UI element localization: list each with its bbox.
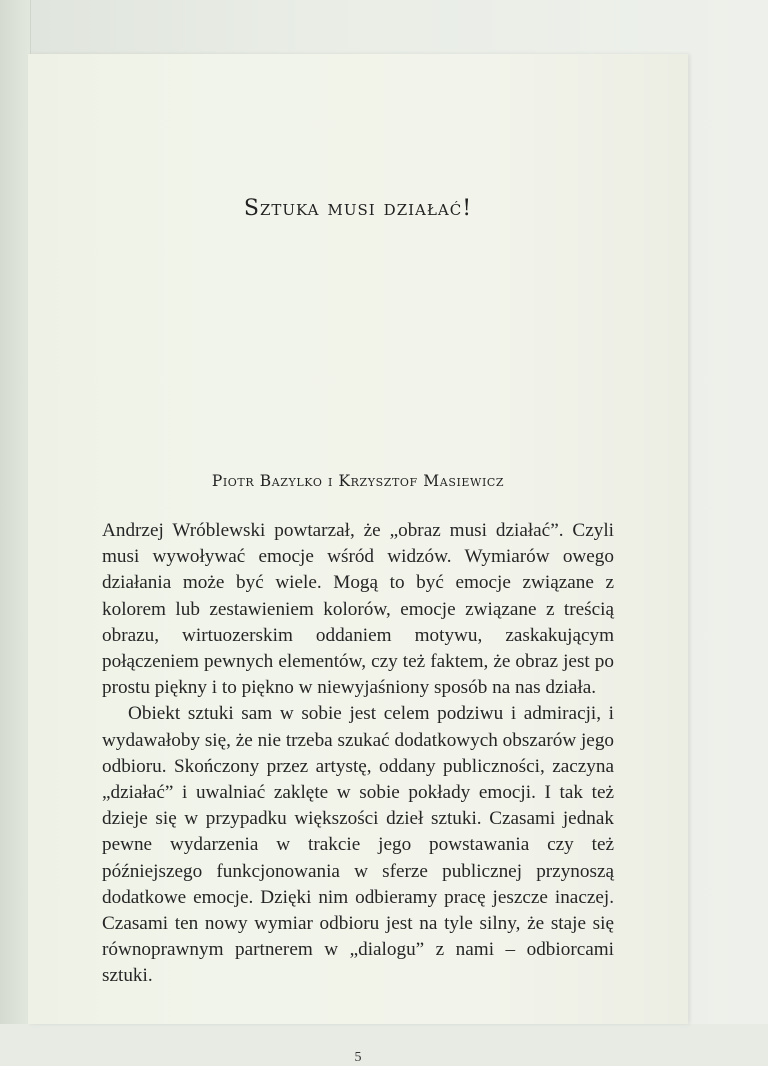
paragraph-1: Andrzej Wróblewski powtarzał, że „obraz musi działać”. Czyli musi wywoływać emocje wśród widzów. Wymiarów owego działania może być wiele. Mogą to być emocje związane z kolorem lub zestawieniem kolorów, emocje związane z treścią obrazu, wirtuozerskim oddaniem motywu, zaskakującym połączeniem pewnych elementów, czy też faktem, że obraz jest po prostu piękny i to piękno w niewyjaśniony sposób na nas działa. (102, 520, 614, 699)
chapter-authors: Piotr Bazylko i Krzysztof Masiewicz (211, 472, 505, 490)
body-text (102, 518, 614, 990)
book-page (28, 54, 688, 1065)
page-number: 5 (354, 1050, 362, 1065)
left-page-edge (0, 0, 31, 1024)
paragraph-2: Obiekt sztuki sam w sobie jest celem podziwu i admiracji, i wydawałoby się, że nie trzeba szukać dodatkowych obszarów jego odbioru. Skończony przez artystę, oddany publiczności, zaczyna „działać” i uwalniać zaklęte w sobie pokłady emocji. I tak też dzieje się w przypadku większości dzieł sztuki. Czasami jednak pewne wydarzenia w trakcie jego powstawania czy też późniejszego funkcjonowania w sferze publicznej przynoszą dodatkowe emocje. Dzięki nim odbieramy pracę jeszcze inaczej. Czasami ten nowy wymiar odbioru jest na tyle silny, że staje się równoprawnym partnerem w „dialogu” z nami – odbiorcami sztuki. (102, 703, 615, 987)
chapter-title: Sztuka musi działać! (243, 196, 473, 221)
